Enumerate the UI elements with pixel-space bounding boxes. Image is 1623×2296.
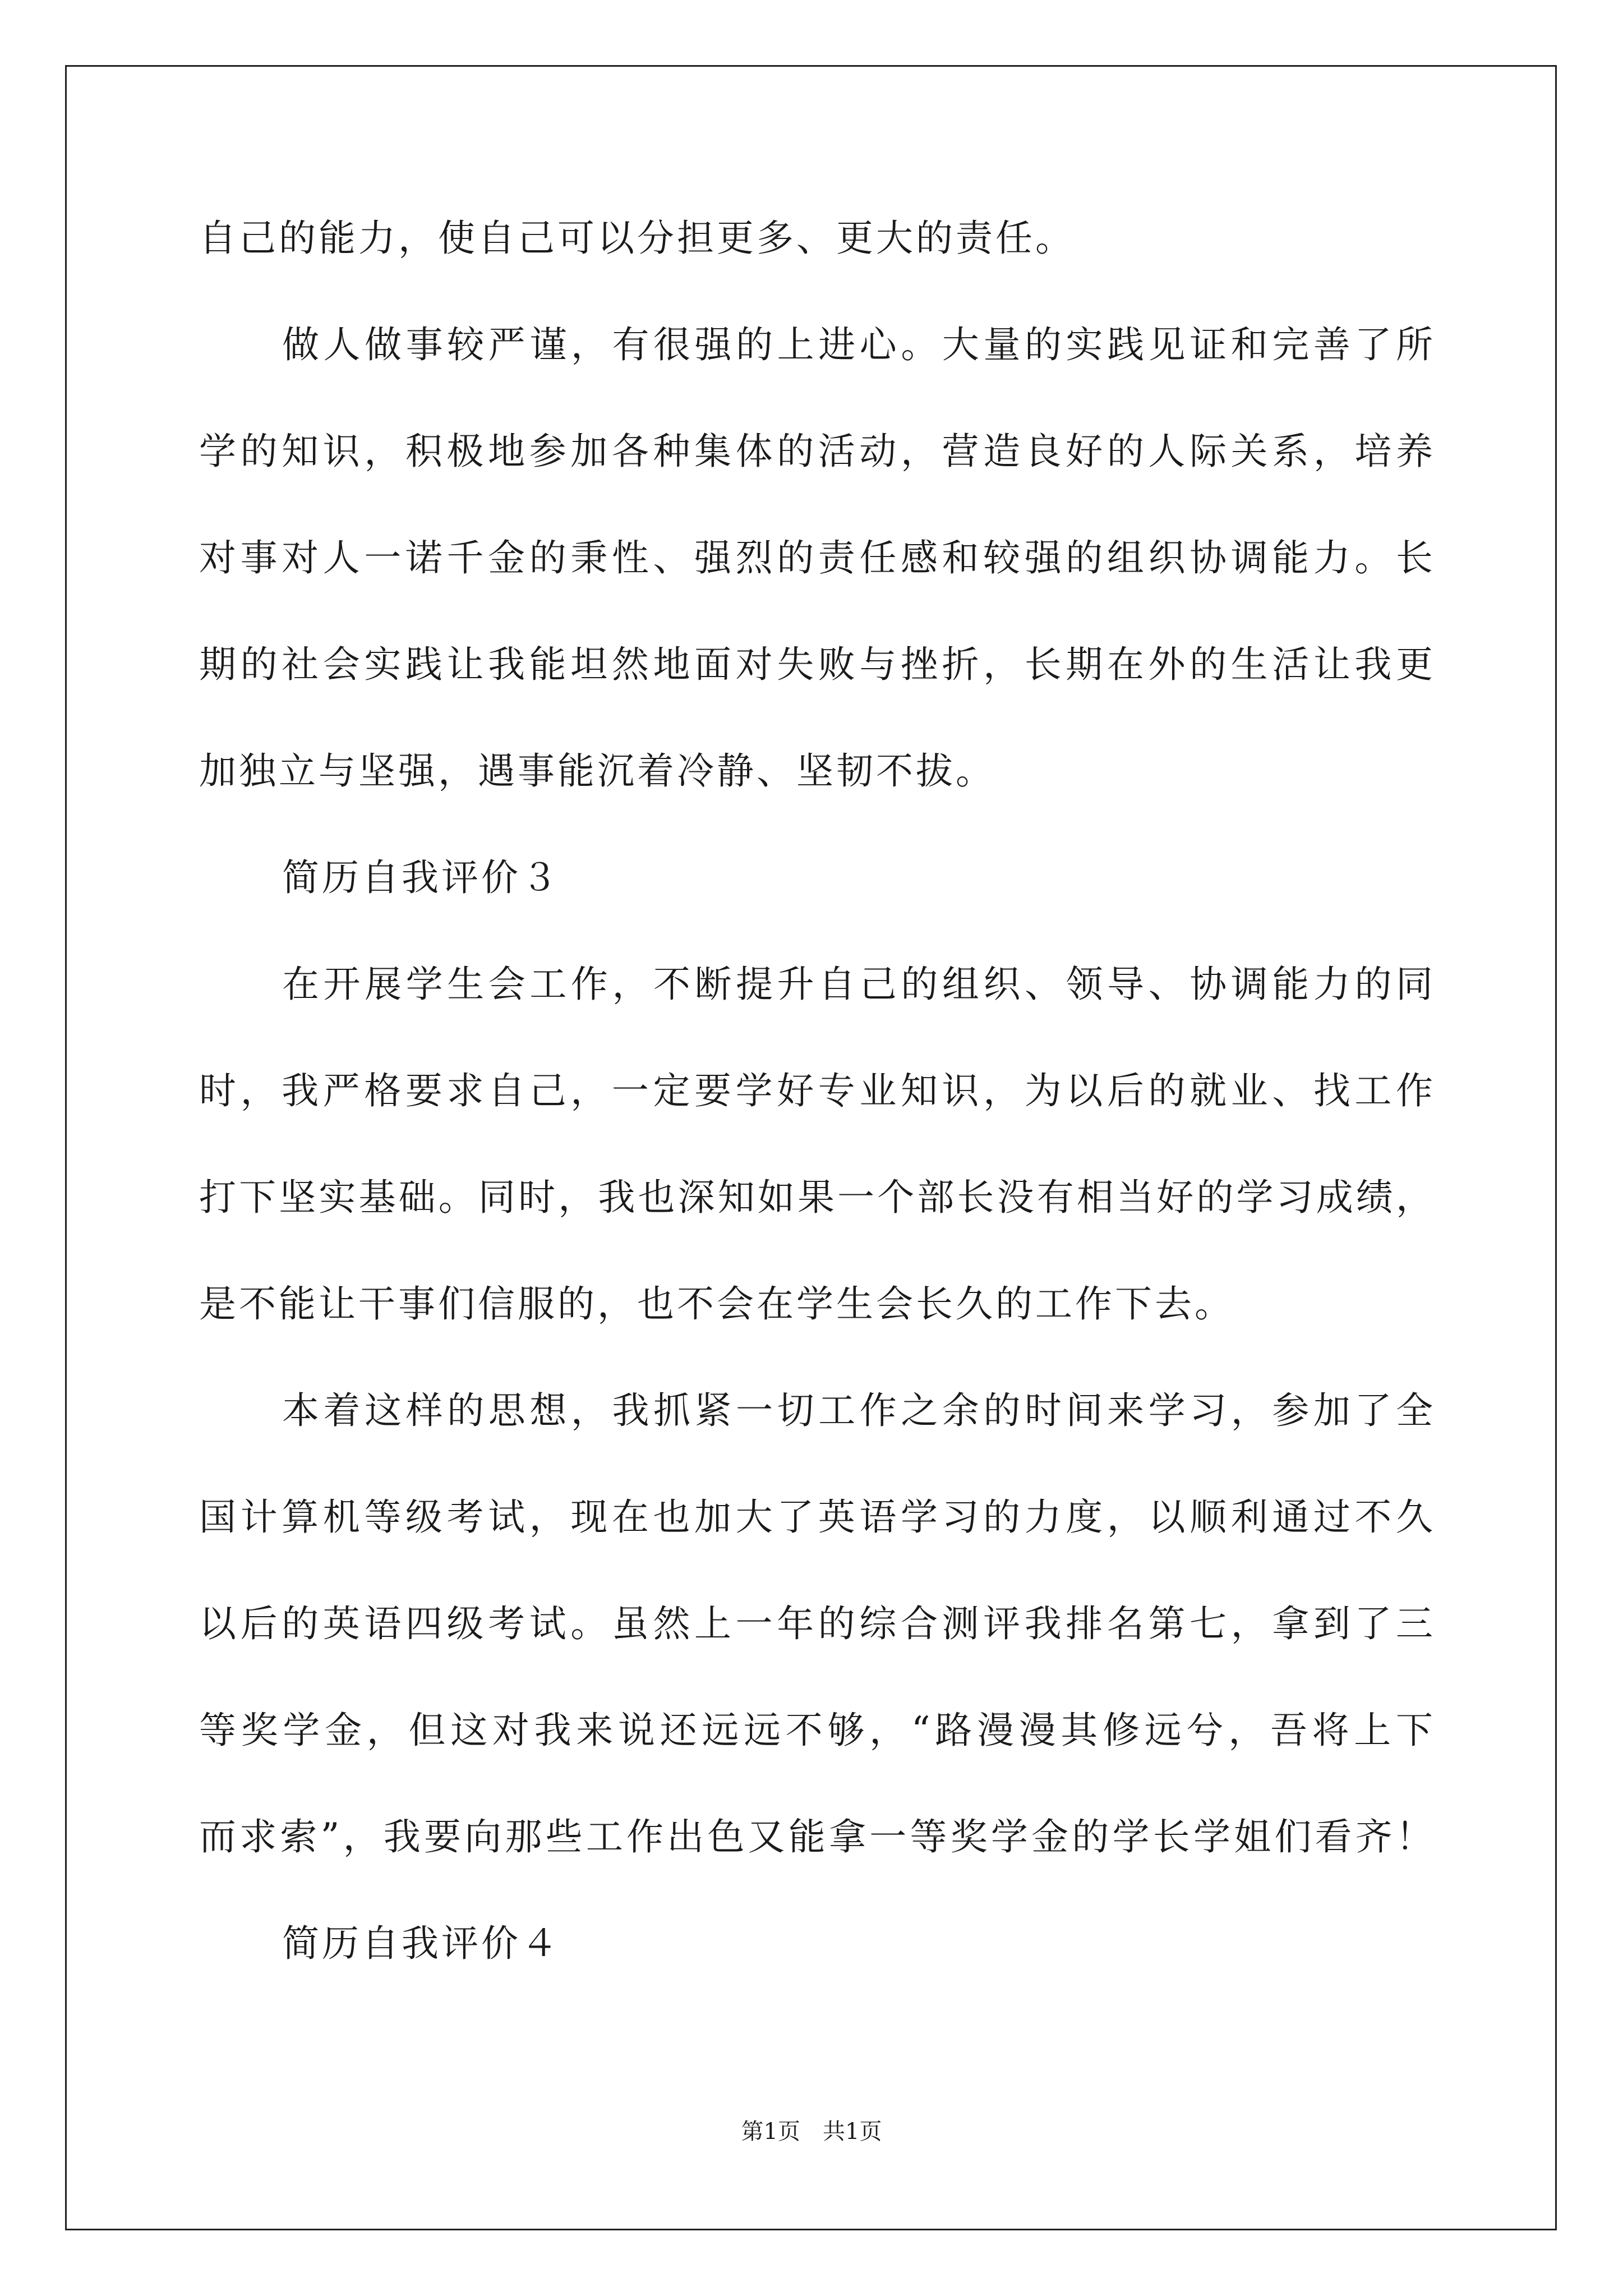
paragraph-line: 而求索”，我要向那些工作出色又能拿一等奖学金的学长学姐们看齐！ [199,1815,1433,1858]
section-heading: 简历自我评价４ [282,1922,561,1965]
paragraph-line: 期的社会实践让我能坦然地面对失败与挫折，长期在外的生活让我更 [199,643,1433,686]
document-body [199,213,1433,2025]
paragraph-line: 对事对人一诺千金的秉性、强烈的责任感和较强的组织协调能力。长 [199,536,1433,579]
paragraph-line: 以后的英语四级考试。虽然上一年的综合测评我排名第七，拿到了三 [199,1602,1433,1645]
paragraph-line: 时，我严格要求自己，一定要学好专业知识，为以后的就业、找工作 [199,1069,1433,1112]
paragraph-line: 在开展学生会工作，不断提升自己的组织、领导、协调能力的同 [282,963,1433,1006]
paragraph-line: 学的知识，积极地参加各种集体的活动，营造良好的人际关系，培养 [199,430,1433,473]
paragraph-line: 加独立与坚强，遇事能沉着冷静、坚韧不拔。 [199,749,995,793]
page-number-footer: 第1页 共1页 [741,2119,882,2145]
paragraph-line: 自己的能力，使自己可以分担更多、更大的责任。 [199,217,1075,260]
paragraph-line: 是不能让干事们信服的，也不会在学生会长久的工作下去。 [199,1282,1234,1326]
paragraph-line: 本着这样的思想，我抓紧一切工作之余的时间来学习，参加了全 [282,1389,1433,1432]
paragraph-line: 打下坚实基础。同时，我也深知如果一个部长没有相当好的学习成绩， [199,1176,1433,1219]
section-heading: 简历自我评价３ [282,856,561,899]
paragraph-line: 做人做事较严谨，有很强的上进心。大量的实践见证和完善了所 [282,323,1433,366]
paragraph-line: 等奖学金，但这对我来说还远远不够，“路漫漫其修远兮，吾将上下 [199,1709,1433,1752]
paragraph-line: 国计算机等级考试，现在也加大了英语学习的力度，以顺利通过不久 [199,1496,1433,1539]
